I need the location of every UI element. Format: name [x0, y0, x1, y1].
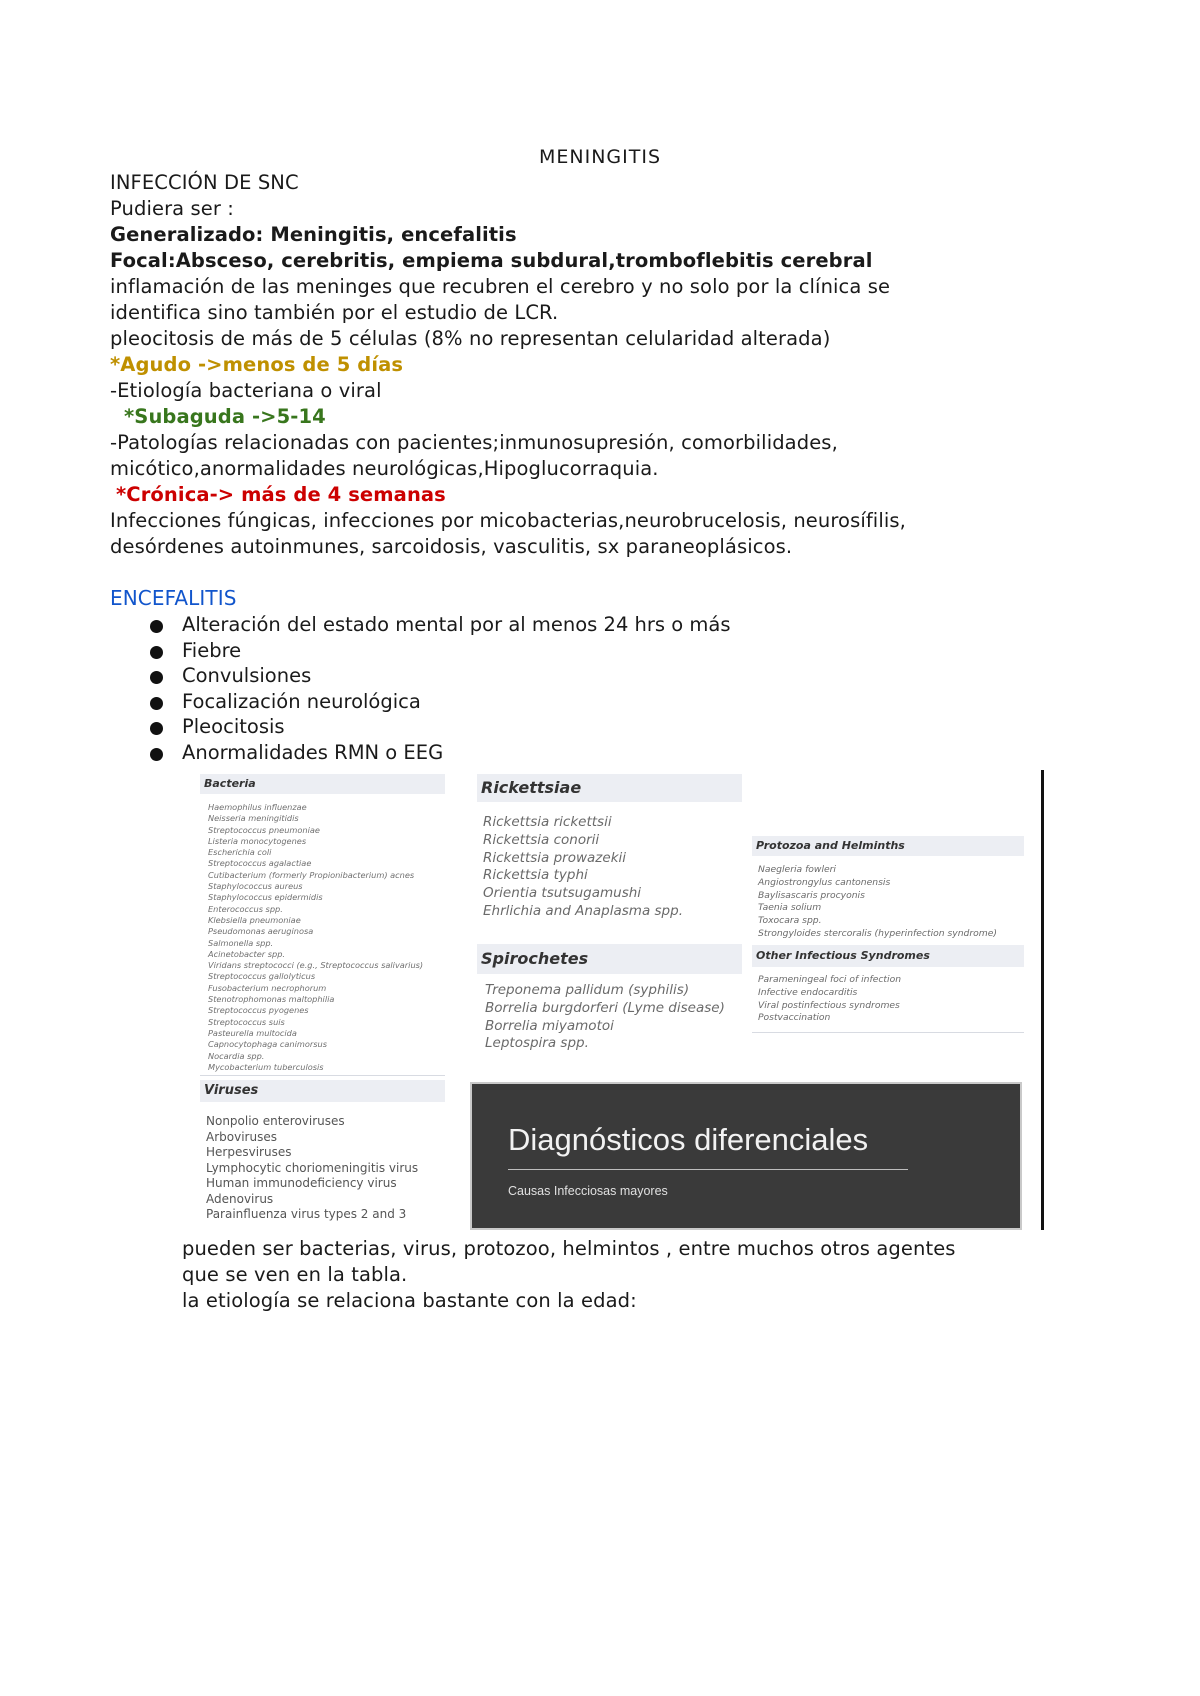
text-line: inflamación de las meninges que recubren el cerebro y no solo por la clínica se: [110, 275, 891, 298]
cronica-heading: *Crónica-> más de 4 semanas: [116, 483, 446, 506]
list-item: Fiebre: [150, 638, 731, 664]
bullet-icon: [150, 671, 163, 684]
agudo-heading: *Agudo ->menos de 5 días: [110, 353, 404, 376]
text-line: identifica sino también por el estudio de LCR.: [110, 301, 559, 324]
list-item: Pleocitosis: [150, 714, 731, 740]
text-line: Infecciones fúngicas, infecciones por micobacterias,neurobrucelosis, neurosífilis,: [110, 509, 906, 532]
banner-title: Diagnósticos diferenciales: [508, 1122, 869, 1157]
rickettsiae-list: Rickettsia rickettsii Rickettsia conorii Rickettsia prowazekii Rickettsia typhi Orientia tsutsugamushi Ehrlichia and Anaplasma spp.: [483, 814, 683, 919]
other-syndromes-list: Parameningeal foci of infection Infective endocarditis Viral postinfectious syndromes Postvaccination: [758, 974, 902, 1024]
viruses-header: Viruses: [200, 1080, 445, 1102]
bold-line-focal: Focal:Absceso, cerebritis, empiema subdural,tromboflebitis cerebral: [110, 249, 873, 272]
text-line: micótico,anormalidades neurológicas,Hipoglucorraquia.: [110, 457, 659, 480]
banner-subtitle: Causas Infecciosas mayores: [508, 1184, 668, 1198]
page-title: MENINGITIS: [538, 146, 662, 168]
text-line: que se ven en la tabla.: [182, 1263, 408, 1286]
spirochetes-header: Spirochetes: [477, 944, 742, 974]
text-line: -Etiología bacteriana o viral: [110, 379, 382, 402]
encefalitis-list: [150, 612, 731, 766]
differential-diagnosis-figure: [200, 770, 1045, 1230]
encefalitis-heading: ENCEFALITIS: [110, 586, 237, 610]
protozoa-list: Naegleria fowleri Angiostrongylus cantonensis Baylisascaris procyonis Taenia solium Toxocara spp. Strongyloides stercoralis (hyperinfection syndrome): [758, 864, 997, 939]
bold-line-generalizado: Generalizado: Meningitis, encefalitis: [110, 223, 517, 246]
bullet-icon: [150, 748, 163, 761]
bullet-icon: [150, 620, 163, 633]
text-line: la etiología se relaciona bastante con la edad:: [182, 1289, 637, 1312]
text-line: -Patologías relacionadas con pacientes;inmunosupresión, comorbilidades,: [110, 431, 838, 454]
bacteria-header: Bacteria: [200, 774, 445, 794]
viruses-list: Nonpolio enteroviruses Arboviruses Herpesviruses Lymphocytic choriomeningitis virus Human immunodeficiency virus Adenovirus Parainfluenza virus types 2 and 3: [206, 1114, 419, 1221]
spirochetes-list: Treponema pallidum (syphilis) Borrelia burgdorferi (Lyme disease) Borrelia miyamotoi Leptospira spp.: [485, 982, 725, 1052]
bullet-icon: [150, 722, 163, 735]
divider: [752, 1032, 1024, 1033]
other-syndromes-header: Other Infectious Syndromes: [752, 945, 1024, 967]
divider: [200, 1075, 445, 1076]
rickettsiae-header: Rickettsiae: [477, 774, 742, 802]
bacteria-list: Haemophilus influenzae Neisseria meningitidis Streptococcus pneumoniae Listeria monocytogenes Escherichia coli Streptococcus agalactiae Cutibacterium (formerly Propionibacterium) acnes Staphylococcus aureus Staphylococcus epidermidis Enterococcus spp. Klebsiella pneumoniae Pseudomonas aeruginosa Salmonella spp. Acinetobacter spp. Viridans streptococci (e.g., Streptococcus salivarius) Streptococcus gallolyticus Fusobacterium necrophorum Stenotrophomonas maltophilia Streptococcus pyogenes Streptococcus suis Pasteurella multocida Capnocytophaga canimorsus Nocardia spp. Mycobacterium tuberculosis: [208, 802, 424, 1072]
subaguda-heading: *Subaguda ->5-14: [124, 405, 326, 428]
list-item: Convulsiones: [150, 663, 731, 689]
protozoa-header: Protozoa and Helminths: [752, 836, 1024, 856]
list-item: Focalización neurológica: [150, 689, 731, 715]
bullet-icon: [150, 646, 163, 659]
list-item: Alteración del estado mental por al menos 24 hrs o más: [150, 612, 731, 638]
text-line: Pudiera ser :: [110, 197, 234, 220]
text-line: desórdenes autoinmunes, sarcoidosis, vasculitis, sx paraneoplásicos.: [110, 535, 793, 558]
figure-border-line: [1041, 770, 1044, 1230]
text-line: pueden ser bacterias, virus, protozoo, helmintos , entre muchos otros agentes: [182, 1237, 956, 1260]
text-line: pleocitosis de más de 5 células (8% no representan celularidad alterada): [110, 327, 831, 350]
bullet-icon: [150, 697, 163, 710]
list-item: Anormalidades RMN o EEG: [150, 740, 731, 766]
diagnosticos-banner: [470, 1082, 1022, 1230]
banner-divider: [508, 1169, 908, 1170]
text-line: INFECCIÓN DE SNC: [110, 171, 299, 194]
